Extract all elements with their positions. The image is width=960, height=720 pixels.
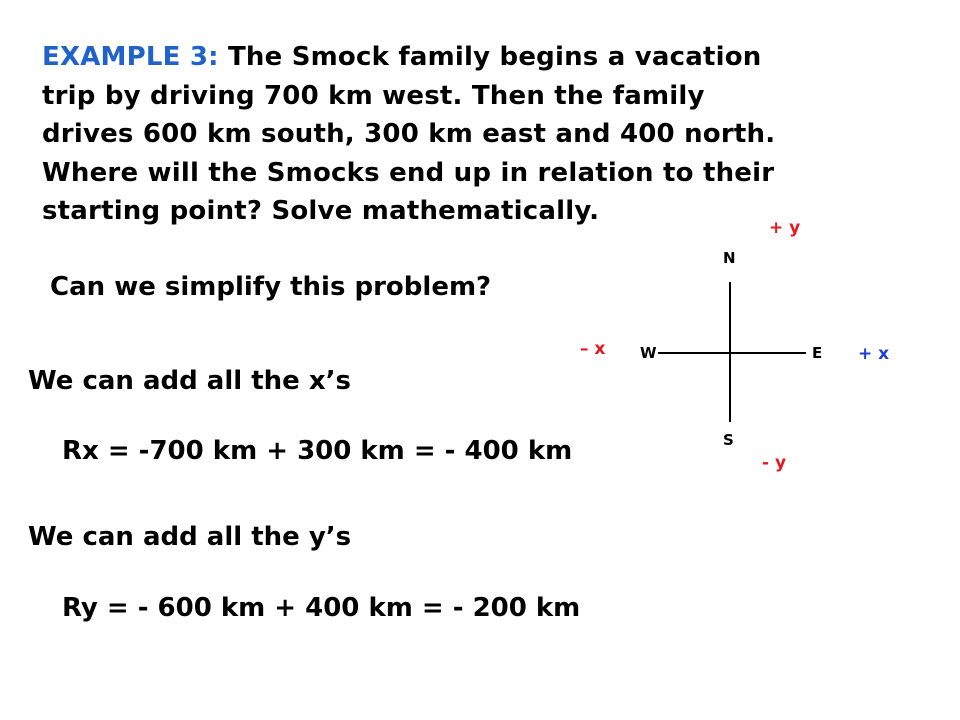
north-label: N bbox=[723, 249, 736, 267]
west-label: W bbox=[640, 344, 657, 362]
add-y-label: We can add all the y’s bbox=[28, 522, 352, 552]
east-label: E bbox=[812, 344, 823, 362]
problem-line-3: drives 600 km south, 300 km east and 400 north. bbox=[42, 119, 776, 149]
minus-y-label: - y bbox=[762, 453, 787, 473]
example-label: EXAMPLE 3: bbox=[42, 42, 219, 72]
rx-equation: Rx = -700 km + 300 km = - 400 km bbox=[62, 436, 573, 466]
simplify-question: Can we simplify this problem? bbox=[50, 272, 492, 302]
ry-equation: Ry = - 600 km + 400 km = - 200 km bbox=[62, 593, 581, 623]
minus-x-label: – x bbox=[580, 339, 606, 359]
north-south-axis bbox=[729, 282, 731, 422]
plus-x-label: + x bbox=[858, 344, 890, 364]
problem-line-4: Where will the Smocks end up in relation to their bbox=[42, 157, 775, 188]
add-x-label: We can add all the x’s bbox=[28, 366, 351, 396]
plus-y-label: + y bbox=[769, 218, 801, 238]
problem-line-1-text: The Smock family begins a vacation bbox=[218, 42, 762, 72]
problem-line-5: starting point? Solve mathematically. bbox=[42, 196, 600, 226]
problem-line-2: trip by driving 700 km west. Then the family bbox=[42, 80, 705, 111]
south-label: S bbox=[723, 431, 734, 449]
east-west-axis bbox=[658, 352, 806, 354]
